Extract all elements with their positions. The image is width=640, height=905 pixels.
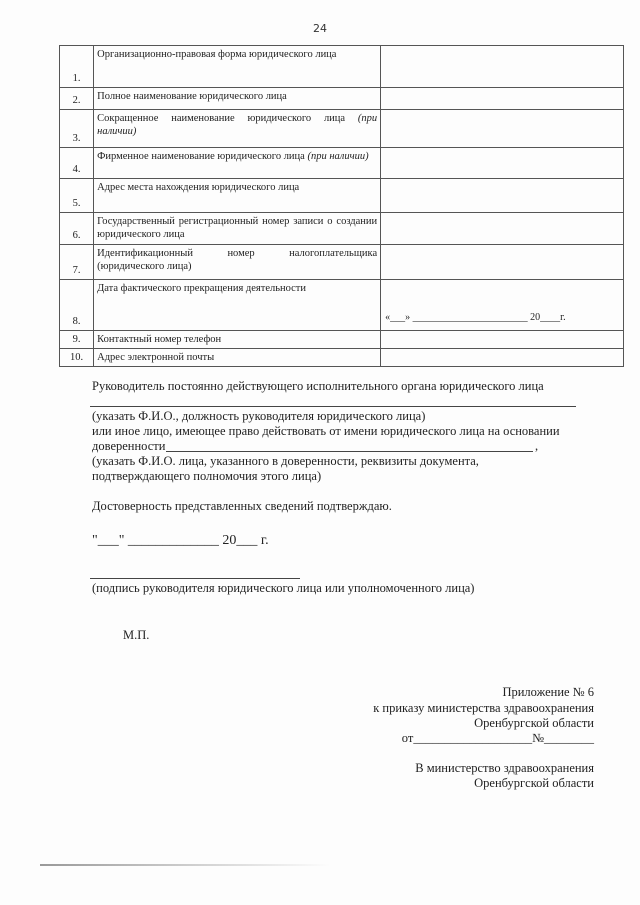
confirmation-text: Достоверность представленных сведений подтверждаю. [92, 499, 392, 513]
proxy-field[interactable] [166, 451, 533, 452]
table-row [60, 213, 624, 245]
row-label-text: Фирменное наименование юридического лица [97, 151, 305, 162]
table-row [60, 349, 624, 367]
termination-date-field[interactable]: «___» _______________________ 20____г. [381, 280, 624, 331]
row-number: 6. [60, 213, 94, 245]
row-value-field[interactable] [381, 110, 624, 148]
head-name-hint: (указать Ф.И.О., должность руководителя юридического лица) [92, 409, 426, 423]
row-label [94, 148, 381, 179]
stamp-place: М.П. [123, 628, 150, 642]
row-number: 2. [60, 88, 94, 110]
row-number: 1. [60, 46, 94, 88]
row-label: Организационно-правовая форма юридического лица [94, 46, 381, 88]
proxy-comma: , [535, 439, 539, 453]
appendix-region: Оренбургской области [474, 716, 594, 730]
alternate-signer-text: или иное лицо, имеющее право действовать от имени юридического лица на основании [92, 424, 560, 438]
proxy-hint-line-2: подтверждающего полномочия этого лица) [92, 469, 322, 483]
row-value-field[interactable] [381, 331, 624, 349]
row-label: Дата фактического прекращения деятельности [94, 280, 381, 331]
row-label: Адрес места нахождения юридического лица [94, 179, 381, 213]
addressee-region: Оренбургской области [474, 776, 594, 790]
row-value-field[interactable] [381, 213, 624, 245]
table-row [60, 148, 624, 179]
row-label-note: (при наличии) [307, 151, 369, 162]
appendix-date-number[interactable]: от___________________№________ [401, 731, 594, 745]
row-value-field[interactable] [381, 88, 624, 110]
table-row [60, 179, 624, 213]
addressee-ministry: В министерство здравоохранения [415, 761, 594, 775]
table-row [60, 331, 624, 349]
row-number: 9. [60, 331, 94, 349]
row-number: 3. [60, 110, 94, 148]
row-label: Государственный регистрационный номер записи о создании юридического лица [94, 213, 381, 245]
row-value-field[interactable] [381, 245, 624, 280]
row-label: Идентификационный номер налогоплательщика (юридического лица) [94, 245, 381, 280]
row-value-field[interactable] [381, 349, 624, 367]
row-label-text: Сокращенное наименование юридического лица [97, 113, 346, 124]
row-number: 5. [60, 179, 94, 213]
table-row [60, 88, 624, 110]
proxy-label: доверенности [92, 439, 166, 453]
table-row [60, 245, 624, 280]
signing-date-field[interactable]: "___" _____________ 20___ г. [92, 533, 269, 548]
table-row [60, 110, 624, 148]
row-value-field[interactable] [381, 179, 624, 213]
appendix-order: к приказу министерства здравоохранения [373, 701, 594, 715]
row-label-note: (при наличии) [97, 113, 378, 137]
row-label: Контактный номер телефон [94, 331, 381, 349]
head-of-entity-heading: Руководитель постоянно действующего исполнительного органа юридического лица [92, 379, 544, 393]
row-value-field[interactable] [381, 46, 624, 88]
row-number: 7. [60, 245, 94, 280]
legal-entity-table [59, 45, 624, 367]
signature-hint: (подпись руководителя юридического лица или уполномоченного лица) [92, 581, 475, 595]
row-number: 4. [60, 148, 94, 179]
proxy-hint-line-1: (указать Ф.И.О. лица, указанного в доверенности, реквизиты документа, [92, 454, 479, 468]
head-name-field[interactable] [90, 406, 576, 407]
signature-field[interactable] [90, 578, 300, 579]
appendix-number: Приложение № 6 [502, 685, 594, 699]
table-row [60, 280, 624, 331]
row-number: 8. [60, 280, 94, 331]
page-number: 24 [313, 22, 327, 35]
row-label: Полное наименование юридического лица [94, 88, 381, 110]
table-row [60, 46, 624, 88]
row-label: Адрес электронной почты [94, 349, 381, 367]
row-value-field[interactable] [381, 148, 624, 179]
row-label [94, 110, 381, 148]
row-number: 10. [60, 349, 94, 367]
scan-edge-shadow [40, 864, 330, 866]
